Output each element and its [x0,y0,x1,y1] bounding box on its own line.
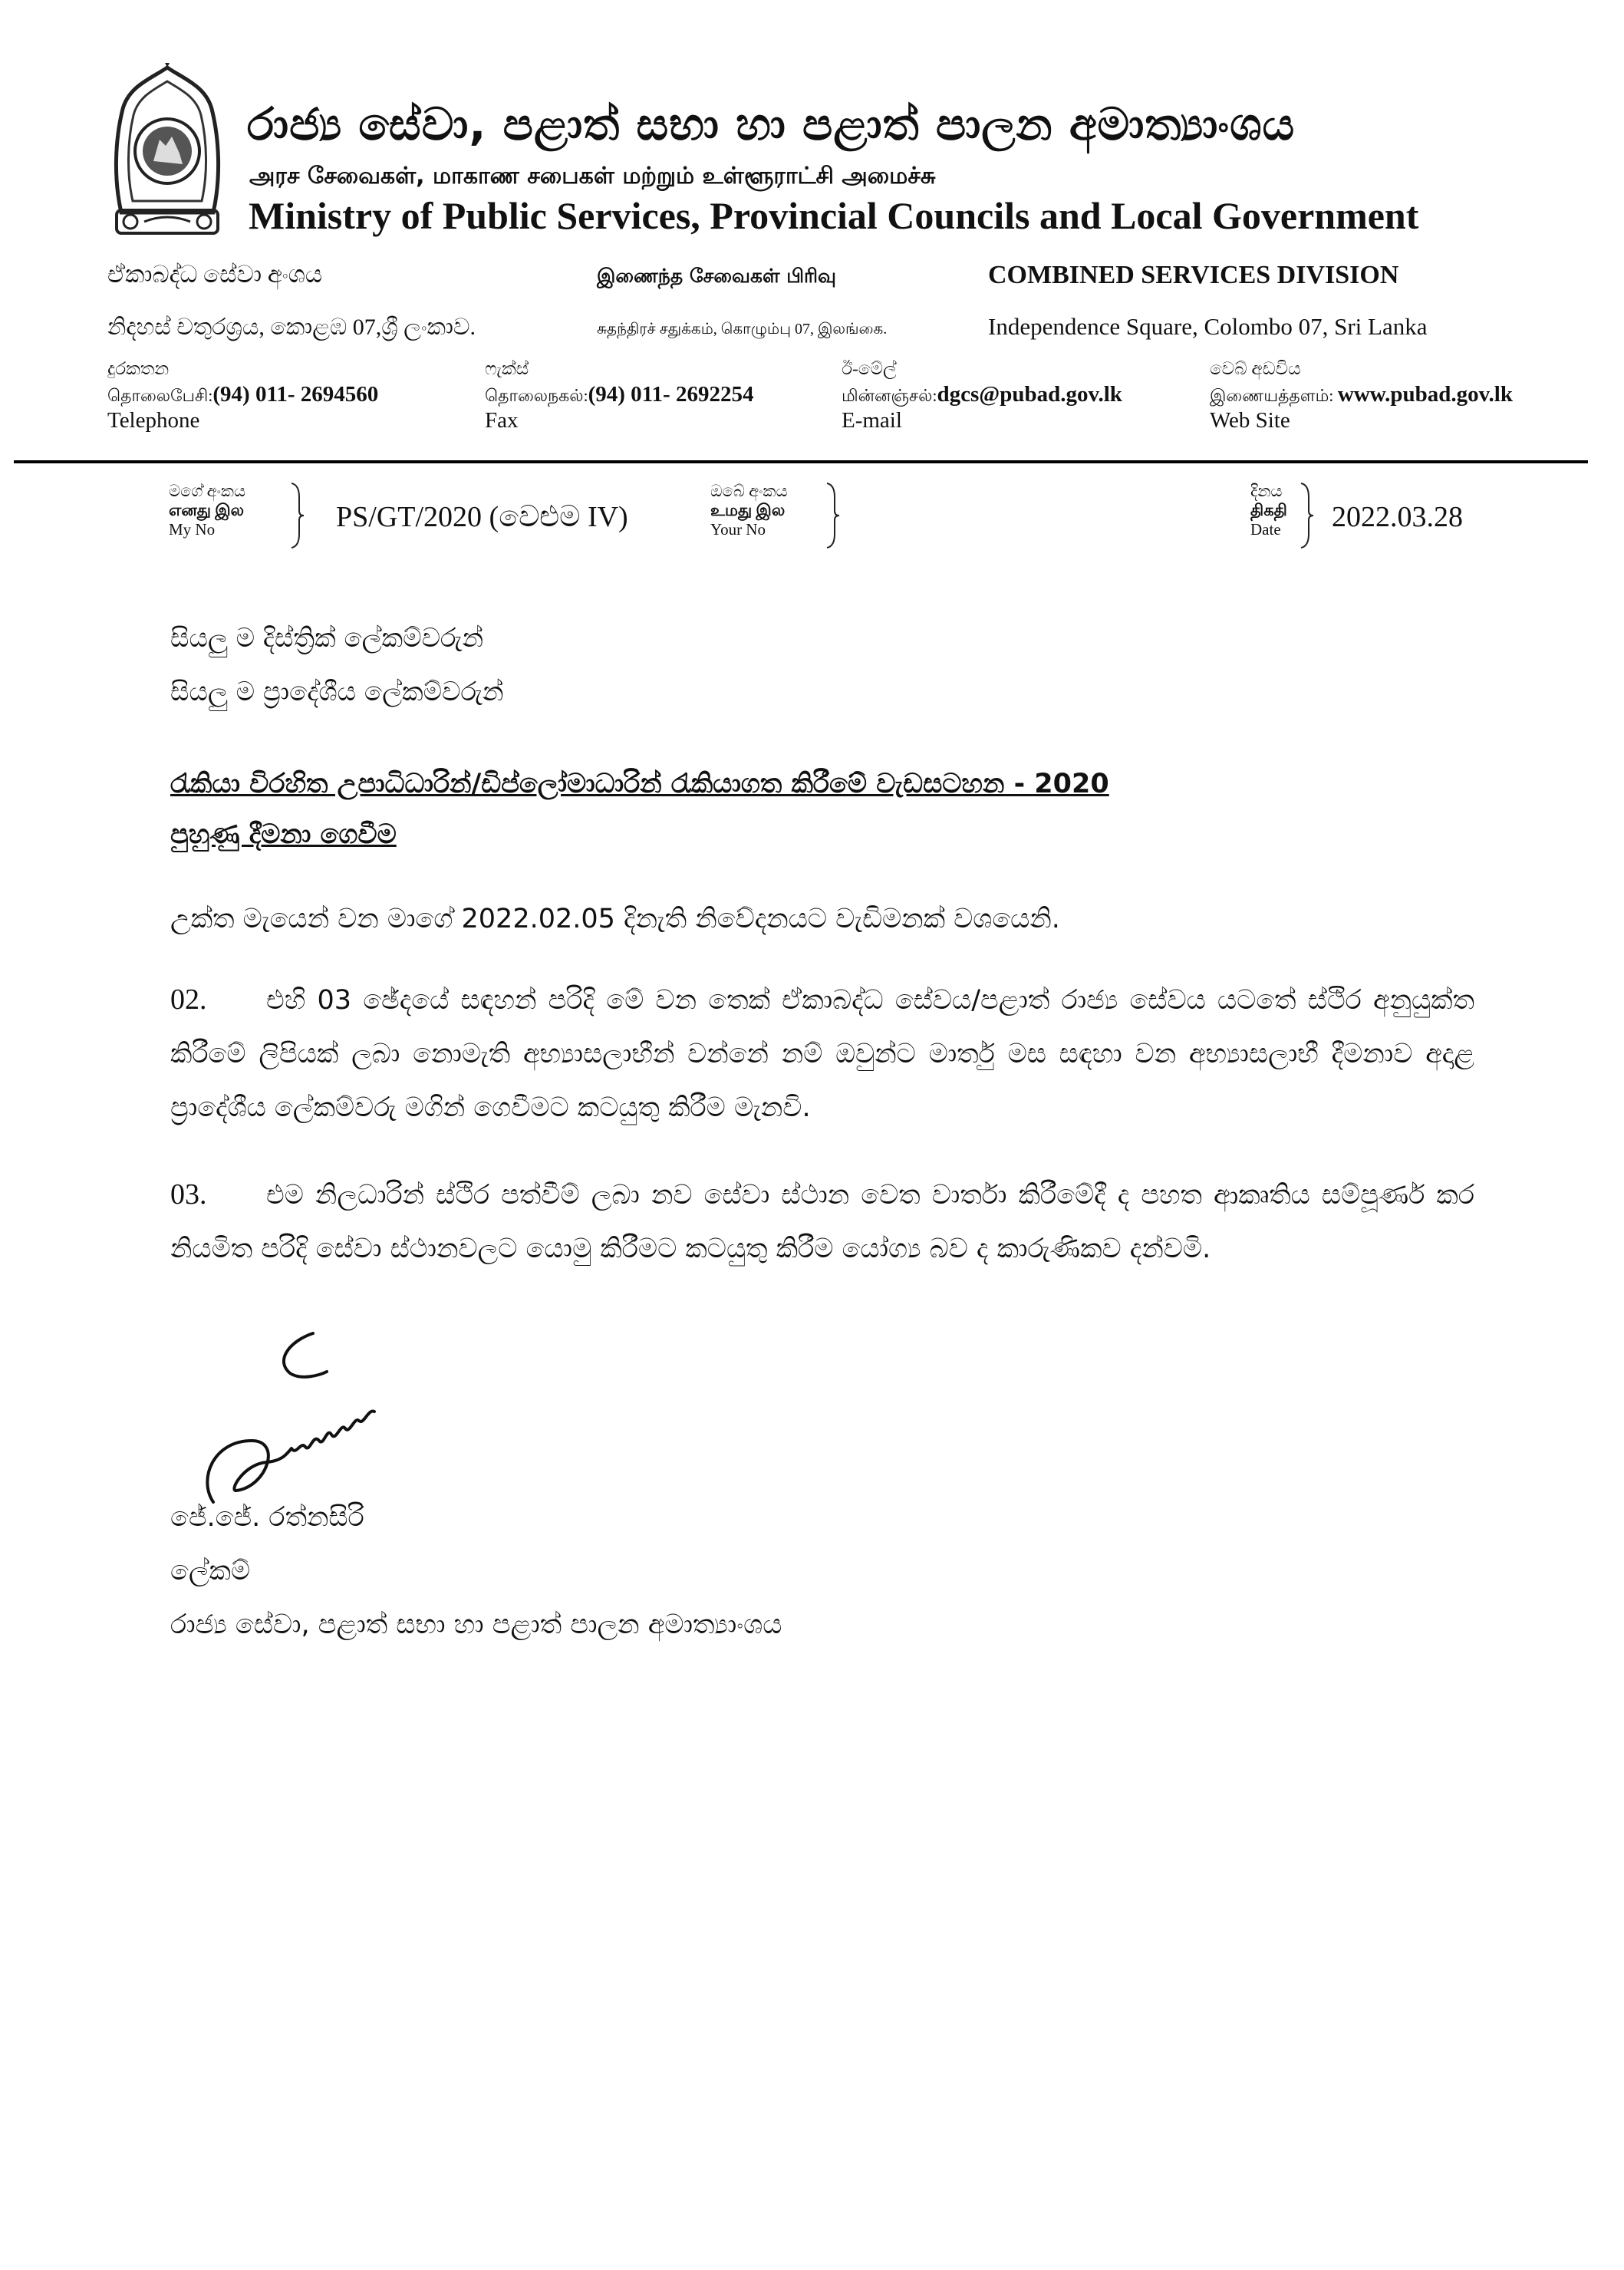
paragraph-02-text: එහි 03 ඡේදයේ සඳහන් පරිදි මේ වන තෙක් ඒකාබද්ධ සේවය/පළාත් රාජ්‍ය සේවය යටතේ ස්ථිර අනුයුක්ත කිරීමේ ලිපියක් ලබා නොමැති අභ්‍යාසලාභීන් වන්නේ නම් ඔවුන්ට මාර්තු මස සඳහා වන අභ්‍යාසලාභී දීමනාව අදාළ ප්‍රාදේශීය ලේකම්වරු මගින් ගෙවීමට කටයුතු කිරීම මැනවි. [170,985,1474,1123]
division-english: COMBINED SERVICES DIVISION [988,261,1399,289]
date-value: 2022.03.28 [1332,501,1463,533]
date-labels: දිනය திகதி Date [1250,482,1287,539]
website-label-si: වෙබ් අඩවිය [1210,359,1301,378]
my-no-value: PS/GT/2020 (වෙළුම IV) [336,501,628,533]
government-emblem-icon [106,63,229,241]
telephone-number: (94) 011- 2694560 [212,382,379,407]
header-divider [14,460,1588,463]
recipient-district-secretaries: සියලු ම දිස්ත්‍රික් ලේකම්වරුන් [170,623,484,654]
your-no-labels: ඔබේ අංකය உமது இல Your No [710,482,788,539]
telephone-line: தொலைபேசி:(94) 011- 2694560 [107,382,379,407]
handwritten-signature [198,1326,397,1517]
paragraph-03 [170,1168,1474,1276]
paragraph-03-text: එම නිලධාරින් ස්ථිර පත්වීම් ලබා නව සේවා ස්ථාන වෙත වාර්තා කිරීමේදී ද පහත ආකෘතිය සම්පූර්ණ කර නියමිත පරිදි සේවා ස්ථානවලට යොමු කිරීමට කටයුතු කිරීම යෝග්‍ය බව ද කාරුණිකව දන්වමි. [170,1180,1474,1264]
subject-line-2: පුහුණු දීමනා ගෙවීම [170,819,397,850]
ministry-name-english: Ministry of Public Services, Provincial Councils and Local Government [249,194,1419,237]
address-english: Independence Square, Colombo 07, Sri Lanka [988,313,1428,340]
email-line: மின்னஞ்சல்:dgcs@pubad.gov.lk [842,382,1122,407]
signatory-title: ලේකම් [170,1556,251,1586]
paragraph-02 [170,973,1474,1135]
email-label-en: E-mail [842,408,902,433]
telephone-label-en: Telephone [107,408,200,433]
address-tamil: சுதந்திரச் சதுக்கம், கொழும்பு 07, இலங்கை. [597,321,888,338]
intro-paragraph: උක්ත මැයෙන් වන මාගේ 2022.02.05 දිනැති නිවේදනයට වැඩිමනක් වශයෙනි. [170,904,1060,934]
fax-number: (94) 011- 2692254 [588,382,754,407]
fax-label-si: ෆැක්ස් [485,359,529,378]
ministry-name-sinhala: රාජ්‍ය සේවා, පළාත් සභා හා පළාත් පාලන අමාත්‍යාංශය [247,98,1296,150]
subject-line-1: රැකියා විරහිත උපාධිධාරින්/ඩිප්ලෝමාධාරින් රැකියාගත කිරීමේ වැඩසටහන - 2020 [170,769,1109,799]
fax-block [485,359,830,433]
ministry-name-tamil: அரச சேவைகள், மாகாண சபைகள் மற்றும் உள்ளூராட்சி அமைச்சு [249,163,936,189]
telephone-label-si: දුරකතන [107,359,170,378]
my-no-brace-icon [290,482,305,549]
my-no-labels: මගේ අංකය எனது இல My No [169,482,246,539]
signatory-name: ජේ.ජේ. රත්නසිරි [170,1502,364,1533]
website-label-en: Web Site [1210,408,1290,433]
address-sinhala: නිදහස් චතුරශ්‍රය, කොළඹ 07,ශ්‍රී ලංකාව. [107,315,476,340]
date-brace-icon [1300,482,1315,549]
email-label-si: ඊ-මේල් [842,359,897,378]
paragraph-03-number: 03. [170,1178,207,1211]
signatory-ministry: රාජ්‍ය සේවා, පළාත් සභා හා පළාත් පාලන අමාත්‍යාංශය [170,1609,782,1640]
website-url[interactable]: www.pubad.gov.lk [1337,382,1513,407]
paragraph-02-number: 02. [170,983,207,1016]
your-no-brace-icon [825,482,841,549]
fax-line: தொலைநகல்:(94) 011- 2692254 [485,382,754,407]
website-line: இணையத்தளம்: www.pubad.gov.lk [1210,382,1513,407]
division-sinhala: ඒකාබද්ධ සේවා අංශය [107,261,323,288]
telephone-block [107,359,453,433]
email-block [842,359,1187,433]
recipient-divisional-secretaries: සියලු ම ප්‍රාදේශීය ලේකම්වරුන් [170,677,504,707]
division-tamil: இணைந்த சேவைகள் பிரிவு [597,265,836,287]
email-address[interactable]: dgcs@pubad.gov.lk [937,382,1122,407]
fax-label-en: Fax [485,408,519,433]
website-block [1210,359,1555,433]
